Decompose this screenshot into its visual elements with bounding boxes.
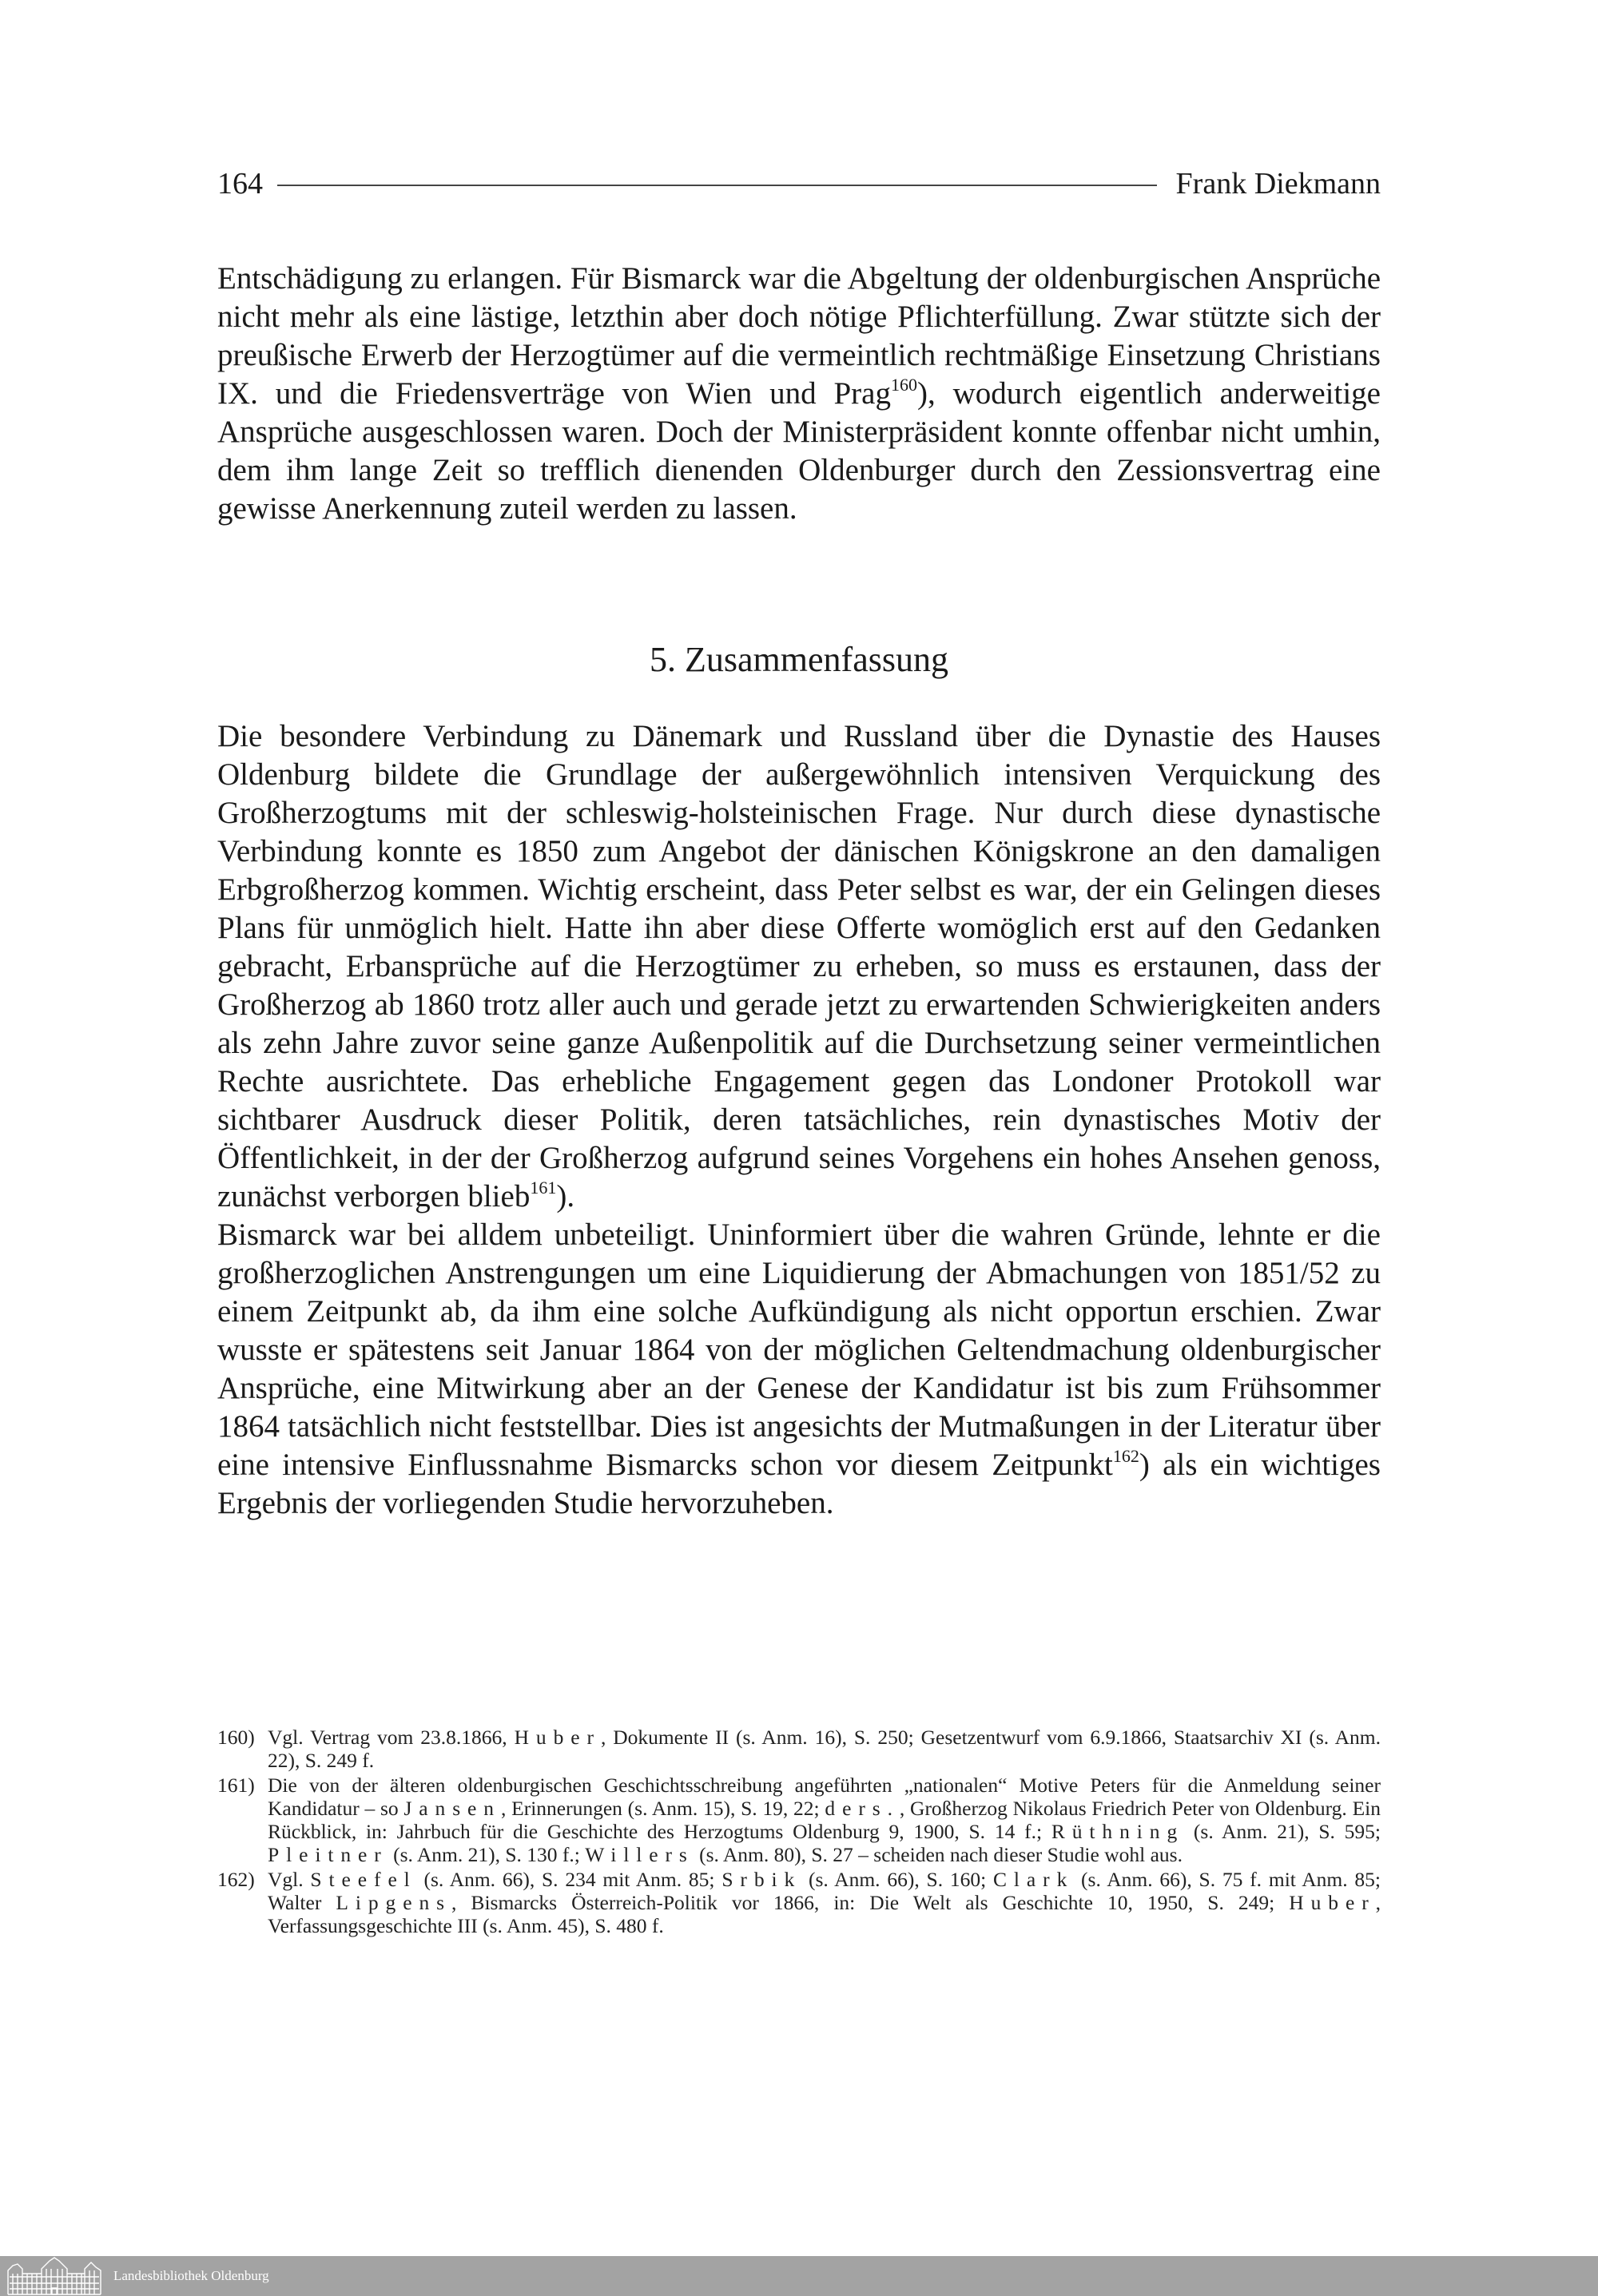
fn-author-ruethning: Rüthning [1051, 1820, 1185, 1843]
footnote-text [268, 1726, 1381, 1772]
summary-paragraph-2 [217, 1216, 1381, 1523]
section-heading: 5. Zusammenfassung [650, 640, 948, 679]
fn-segment: , Bismarcks Österreich-Politik vor 1866, in: Die Welt als Geschichte 10, 1950, S. 249; [451, 1891, 1290, 1914]
fn-author-huber: Huber [514, 1726, 601, 1749]
fn-segment: , Dokumente II (s. Anm. 16), S. 250; Gesetzentwurf vom 6.9.1866, Staatsarchiv XI (s. Anm. 22), S. 249 f. [268, 1726, 1381, 1772]
footnote-161 [217, 1774, 1381, 1866]
footnote-ref-162: 162 [1112, 1446, 1139, 1466]
summary-p2-part2: ) als ein wichtiges Ergebnis der vorliegenden Studie hervorzuheben. [217, 1448, 1381, 1520]
intro-paragraph-block [217, 260, 1381, 528]
fn-segment: (s. Anm. 21), S. 595; [1184, 1820, 1381, 1843]
fn-author-jansen: Jansen [403, 1797, 501, 1820]
intro-paragraph [217, 260, 1381, 528]
footnotes [217, 1726, 1381, 1939]
fn-segment: (s. Anm. 80), S. 27 – scheiden nach dieser Studie wohl aus. [694, 1843, 1183, 1866]
fn-author-clark: Clark [992, 1868, 1075, 1891]
summary-p1-part2: ). [556, 1179, 575, 1214]
running-author: Frank Diekmann [1175, 167, 1381, 201]
fn-author-willers: Willers [585, 1843, 694, 1866]
fn-author-huber: Huber [1289, 1891, 1376, 1914]
running-header [217, 160, 1381, 208]
fn-segment: Vgl. Vertrag vom 23.8.1866, [268, 1726, 515, 1749]
fn-ders: ders. [825, 1797, 900, 1820]
footnote-text [268, 1774, 1381, 1866]
footnote-ref-160: 160 [890, 375, 917, 395]
fn-author-pleitner: Pleitner [268, 1843, 388, 1866]
fn-author-srbik: Srbik [721, 1868, 802, 1891]
footnote-ref-161: 161 [530, 1178, 557, 1198]
fn-segment: , Großherzog Nikolaus Friedrich Peter von Oldenburg. Ein Rückblick, in: Jahrbuch für die Geschichte des Herzogtums Oldenburg 9, 1900, S. 14 f.; [268, 1797, 1381, 1843]
summary-p2-part1: Bismarck war bei alldem unbeteiligt. Uninformiert über die wahren Gründe, lehnte er die großherzoglichen Anstrengungen um eine Liquidierung der Abmachungen von 1851/52 zu einem Zeitpunkt ab, da ihm eine solche Aufkündigung als nicht opportun erschien. Zwar wusste er spätestens seit Januar 1864 von der möglichen Geltendmachung oldenburgischer Ansprüche, eine Mitwirkung aber an der Genese der Kandidatur ist bis zum Frühsommer 1864 tatsächlich nicht feststellbar. Dies ist angesichts der Mutmaßungen in der Literatur über eine intensive Einflussnahme Bismarcks schon vor diesem Zeitpunkt [217, 1218, 1381, 1482]
library-name: Landesbibliothek Oldenburg [113, 2268, 269, 2283]
summary-paragraph-1 [217, 717, 1381, 1216]
page-number: 164 [217, 167, 263, 201]
fn-segment: (s. Anm. 66), S. 75 f. mit Anm. 85; Walter [268, 1868, 1381, 1914]
fn-segment: Die von der älteren oldenburgischen Geschichtsschreibung angeführten „nationalen“ Motive Peters für die Anmeldung seiner Kandidatur – so [268, 1774, 1381, 1820]
footnote-160 [217, 1726, 1381, 1772]
fn-segment: , Erinnerungen (s. Anm. 15), S. 19, 22; [500, 1797, 825, 1820]
library-footer-bar [0, 2256, 1598, 2296]
fn-segment: (s. Anm. 66), S. 234 mit Anm. 85; [416, 1868, 722, 1891]
fn-segment: Vgl. [268, 1868, 311, 1891]
fn-segment: (s. Anm. 66), S. 160; [801, 1868, 993, 1891]
summary-p1-part1: Die besondere Verbindung zu Dänemark und Russland über die Dynastie des Hauses Oldenburg bildete die Grundlage der außergewöhnlich intensiven Verquickung des Großherzogtums mit der schleswig-holsteinischen Frage. Nur durch diese dynastische Verbindung konnte es 1850 zum Angebot der dänischen Königskrone an den damaligen Erbgroßherzog kommen. Wichtig erscheint, dass Peter selbst es war, der ein Gelingen dieses Plans für unmöglich hielt. Hatte ihn aber diese Offerte womöglich erst auf den Gedanken gebracht, Erbansprüche auf die Herzogtümer zu erheben, so muss es erstaunen, dass der Großherzog ab 1860 trotz aller auch und gerade jetzt zu erwartenden Schwierigkeiten anders als zehn Jahre zuvor seine ganze Außenpolitik auf die Durchsetzung seiner vermeintlichen Rechte ausrichtete. Das erhebliche Engagement gegen das Londoner Protokoll war sichtbarer Ausdruck dieser Politik, deren tatsächliches, rein dynastisches Motiv der Öffentlichkeit, in der der Großherzog aufgrund seines Vorgehens ein hohes Ansehen genoss, zunächst verborgen blieb [217, 719, 1381, 1214]
footnote-162 [217, 1868, 1381, 1937]
fn-segment: (s. Anm. 21), S. 130 f.; [388, 1843, 586, 1866]
fn-segment: , Verfassungsgeschichte III (s. Anm. 45), S. 480 f. [268, 1891, 1381, 1937]
footnote-text [268, 1868, 1381, 1937]
footnote-number: 161) [217, 1774, 255, 1797]
footnote-number: 160) [217, 1726, 255, 1749]
fn-author-lipgens: Lipgens [336, 1891, 452, 1914]
fn-author-steefel: Steefel [310, 1868, 417, 1891]
intro-text-part1: Entschädigung zu erlangen. Für Bismarck war die Abgeltung der oldenburgischen Ansprüche nicht mehr als eine lästige, letzthin aber doch nötige Pflichterfüllung. Zwar stützte sich der preußische Erwerb der Herzogtümer auf die vermeintlich rechtmäßige Einsetzung Christians IX. und die Friedensverträge von Wien und Prag [217, 261, 1381, 411]
summary-section [217, 717, 1381, 1523]
footnote-number: 162) [217, 1868, 255, 1891]
header-rule [277, 185, 1157, 186]
library-building-icon [5, 2256, 104, 2296]
intro-text-part2: ), wodurch eigentlich anderweitige Ansprüche ausgeschlossen waren. Doch der Ministerpräsident konnte offenbar nicht umhin, dem ihm lange Zeit so trefflich dienenden Oldenburger durch den Zessionsvertrag eine gewisse Anerkennung zuteil werden zu lassen. [217, 376, 1381, 526]
